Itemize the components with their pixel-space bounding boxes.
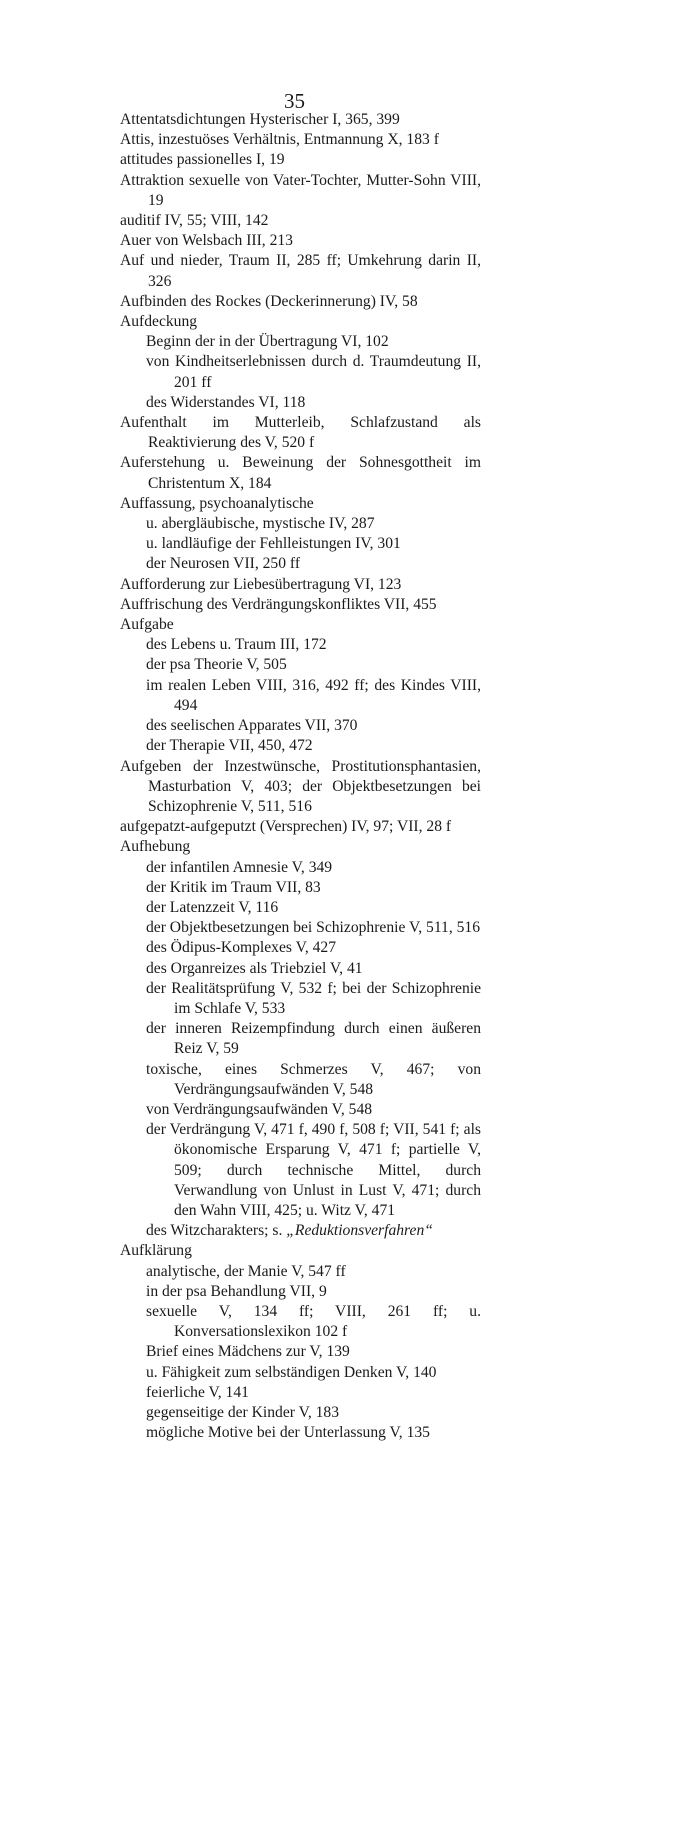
entry-text: des Witzcharakters; s. xyxy=(146,1222,287,1240)
index-subentry xyxy=(146,1403,481,1423)
index-subentry xyxy=(146,898,481,918)
entry-text: der Latenzzeit V, 116 xyxy=(146,898,279,916)
index-subentry xyxy=(146,938,481,958)
index-subentry xyxy=(146,554,481,574)
entry-text: feierliche V, 141 xyxy=(146,1383,249,1401)
entry-text: des Widerstandes VI, 118 xyxy=(146,393,306,411)
entry-text: mögliche Motive bei der Unterlassung V, 135 xyxy=(146,1424,430,1442)
index-entry xyxy=(120,494,481,514)
index-subentry xyxy=(146,1363,481,1383)
index-entry xyxy=(120,1241,481,1261)
index-subentry xyxy=(146,1383,481,1403)
index-entry xyxy=(120,150,481,170)
entry-text: der Neurosen VII, 250 ff xyxy=(146,555,301,573)
index-entry xyxy=(120,453,481,493)
entry-text: des Lebens u. Traum III, 172 xyxy=(146,636,327,654)
index-entry xyxy=(120,171,481,211)
entry-text: Auferstehung u. Beweinung der Sohnesgottheit im Christentum X, 184 xyxy=(120,454,481,492)
entry-text: aufgepatzt-aufgeputzt (Versprechen) IV, 97; VII, 28 f xyxy=(120,818,452,836)
entry-text: u. abergläubische, mystische IV, 287 xyxy=(146,515,375,533)
index-subentry xyxy=(146,1019,481,1059)
entry-text: toxische, eines Schmerzes V, 467; von Verdrängungsaufwänden V, 548 xyxy=(146,1060,481,1098)
index-subentry xyxy=(146,736,481,756)
entry-text: Aufforderung zur Liebesübertragung VI, 123 xyxy=(120,575,402,593)
entry-text: analytische, der Manie V, 547 ff xyxy=(146,1262,346,1280)
entry-text: in der psa Behandlung VII, 9 xyxy=(146,1282,327,1300)
entry-text: Aufgabe xyxy=(120,616,174,634)
index-subentry xyxy=(146,1282,481,1302)
entry-text: der Kritik im Traum VII, 83 xyxy=(146,878,321,896)
entry-text: Beginn der in der Übertragung VI, 102 xyxy=(146,333,389,351)
index-subentry xyxy=(146,655,481,675)
entry-text: der psa Theorie V, 505 xyxy=(146,656,287,674)
entry-text: der infantilen Amnesie V, 349 xyxy=(146,858,333,876)
index-subentry xyxy=(146,858,481,878)
index-subentry xyxy=(146,676,481,716)
index-subentry xyxy=(146,918,481,938)
entry-text: des seelischen Apparates VII, 370 xyxy=(146,717,358,735)
index-entry xyxy=(120,231,481,251)
index-entry xyxy=(120,837,481,857)
entry-text: Auffassung, psychoanalytische xyxy=(120,494,314,512)
entry-text: Auf und nieder, Traum II, 285 ff; Umkehrung darin II, 326 xyxy=(120,252,481,290)
index-entry xyxy=(120,211,481,231)
index-entry xyxy=(120,817,481,837)
index-subentry xyxy=(146,1120,481,1221)
index-subentry xyxy=(146,716,481,736)
entry-text: Attentatsdichtungen Hysterischer I, 365, 399 xyxy=(120,111,400,128)
entry-text: der Therapie VII, 450, 472 xyxy=(146,737,313,755)
index-entry xyxy=(120,615,481,635)
entry-text: Aufklärung xyxy=(120,1242,192,1260)
entry-text: Aufbinden des Rockes (Deckerinnerung) IV, 58 xyxy=(120,292,418,310)
entry-text: gegenseitige der Kinder V, 183 xyxy=(146,1404,340,1421)
entry-text: der inneren Reizempfindung durch einen äußeren Reiz V, 59 xyxy=(146,1020,481,1058)
entry-text: sexuelle V, 134 ff; VIII, 261 ff; u. Konversationslexikon 102 f xyxy=(146,1302,481,1341)
index-subentry xyxy=(146,332,481,352)
index-entry xyxy=(120,575,481,595)
entry-text: von Verdrängungsaufwänden V, 548 xyxy=(146,1100,373,1118)
index-subentry xyxy=(146,352,481,392)
index-subentry xyxy=(146,1423,481,1443)
index-subentry xyxy=(146,534,481,554)
index-entry xyxy=(120,130,481,150)
entry-text: von Kindheitserlebnissen durch d. Traumdeutung II, 201 ff xyxy=(146,353,481,391)
entry-text: u. Fähigkeit zum selbständigen Denken V, 140 xyxy=(146,1363,437,1381)
index-entry xyxy=(120,595,481,615)
index-subentry xyxy=(146,635,481,655)
entry-text: Attis, inzestuöses Verhältnis, Entmannung X, 183 f xyxy=(120,131,439,149)
entry-cross-reference: „Reduktionsverfahren“ xyxy=(286,1222,433,1240)
index-entry xyxy=(120,312,481,332)
entry-text: Auer von Welsbach III, 213 xyxy=(120,232,293,250)
entry-text: Auffrischung des Verdrängungskonfliktes VII, 455 xyxy=(120,595,437,613)
entry-text: Aufdeckung xyxy=(120,313,198,331)
entry-text: der Verdrängung V, 471 f, 490 f, 508 f; VII, 541 f; als ökonomische Ersparung V, 471 f; partielle V, 509; durch technische Mittel, durch Verwandlung von Unlust in Lust V, 471; durch den Wahn VIII, 425; u. Witz V, 471 xyxy=(146,1121,481,1219)
index-subentry xyxy=(146,1060,481,1100)
entry-text: Aufgeben der Inzestwünsche, Prostitutionsphantasien, Masturbation V, 403; der Objektbesetzungen bei Schizophrenie V, 511, 516 xyxy=(120,757,481,815)
index-subentry xyxy=(146,1342,481,1362)
index-entry xyxy=(120,110,481,130)
index-subentry xyxy=(146,1302,481,1342)
index-subentry xyxy=(146,959,481,979)
index-entry-list xyxy=(120,110,481,1443)
entry-text: der Realitätsprüfung V, 532 f; bei der Schizophrenie im Schlafe V, 533 xyxy=(146,979,481,1017)
entry-text: attitudes passionelles I, 19 xyxy=(120,151,285,169)
entry-text: des Organreizes als Triebziel V, 41 xyxy=(146,959,363,977)
page-number: 35 xyxy=(284,89,305,113)
index-subentry xyxy=(146,514,481,534)
index-entry xyxy=(120,757,481,818)
index-subentry xyxy=(146,979,481,1019)
index-entry xyxy=(120,292,481,312)
entry-text: Attraktion sexuelle von Vater-Tochter, Mutter-Sohn VIII, 19 xyxy=(120,171,481,209)
entry-text: Aufhebung xyxy=(120,838,191,856)
index-subentry xyxy=(146,1100,481,1120)
index-entry xyxy=(120,251,481,291)
index-subentry xyxy=(146,878,481,898)
index-entry xyxy=(120,413,481,453)
entry-text: Brief eines Mädchens zur V, 139 xyxy=(146,1343,350,1361)
entry-text: Aufenthalt im Mutterleib, Schlafzustand als Reaktivierung des V, 520 f xyxy=(120,414,481,452)
entry-text: im realen Leben VIII, 316, 492 ff; des Kindes VIII, 494 xyxy=(146,676,481,714)
entry-text: u. landläufige der Fehlleistungen IV, 301 xyxy=(146,535,401,553)
index-subentry xyxy=(146,1262,481,1282)
index-subentry xyxy=(146,393,481,413)
entry-text: der Objektbesetzungen bei Schizophrenie V, 511, 516 xyxy=(146,919,481,937)
entry-text: des Ödipus-Komplexes V, 427 xyxy=(146,939,337,957)
entry-text: auditif IV, 55; VIII, 142 xyxy=(120,212,269,230)
index-subentry xyxy=(146,1221,481,1241)
